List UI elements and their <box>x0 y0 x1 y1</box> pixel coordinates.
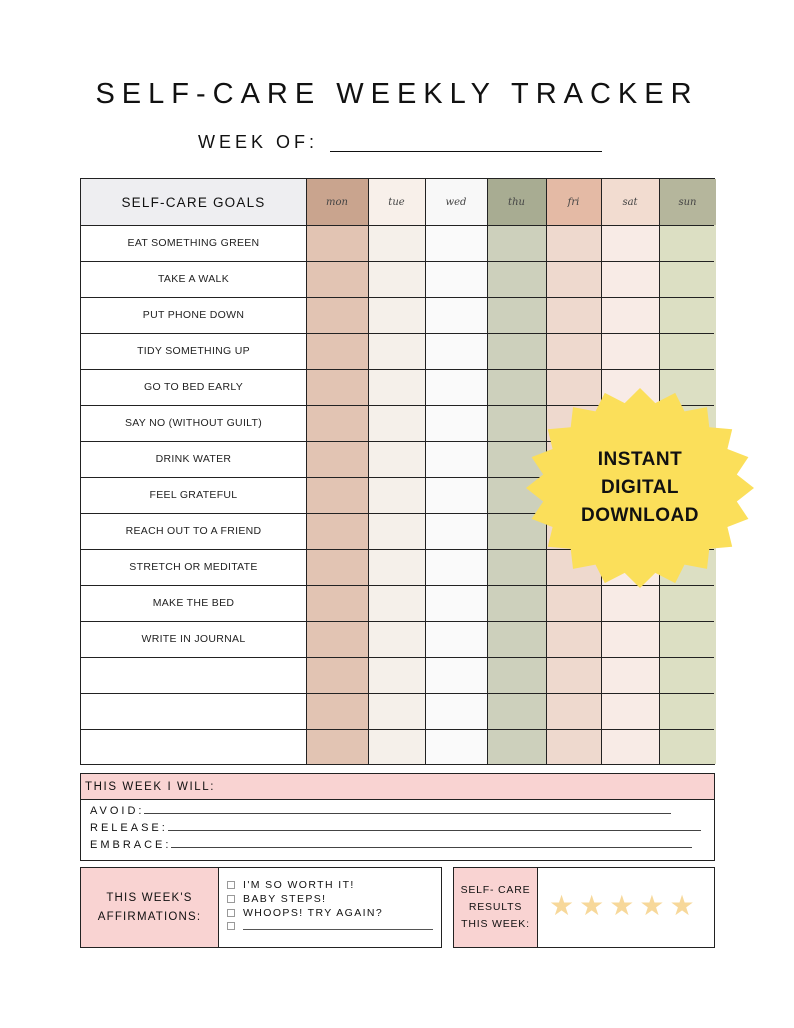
goal-row-label: WRITE IN JOURNAL <box>141 633 246 645</box>
star-rating[interactable] <box>549 892 695 920</box>
day-column-tue[interactable] <box>368 225 425 764</box>
week-will-header: THIS WEEK I WILL: <box>81 774 714 800</box>
checkbox-icon[interactable] <box>227 895 235 903</box>
day-header-sat: sat <box>601 179 659 225</box>
column-divider <box>368 179 369 764</box>
affirmations-label: THIS WEEK'S AFFIRMATIONS: <box>81 868 219 947</box>
day-header-wed: wed <box>425 179 487 225</box>
star-icon[interactable]: ★ <box>669 890 695 921</box>
row-divider <box>81 729 714 730</box>
embrace-line[interactable] <box>90 838 692 851</box>
star-icon[interactable]: ★ <box>639 890 665 921</box>
row-divider <box>81 297 714 298</box>
avoid-label: AVOID: <box>90 805 145 817</box>
goal-row-label: TIDY SOMETHING UP <box>137 345 250 357</box>
goal-row-label: REACH OUT TO A FRIEND <box>125 525 262 537</box>
star-icon[interactable]: ★ <box>549 890 575 921</box>
row-divider <box>81 369 714 370</box>
goal-row-label: SAY NO (WITHOUT GUILT) <box>124 417 263 429</box>
goal-row-label: MAKE THE BED <box>152 597 235 609</box>
goal-row-label: TAKE A WALK <box>158 273 229 285</box>
affirmations-box <box>80 867 442 948</box>
row-divider <box>81 621 714 622</box>
day-header-mon: mon <box>306 179 368 225</box>
goal-row-label: EAT SOMETHING GREEN <box>127 237 260 249</box>
affirmation-item[interactable]: I'M SO WORTH IT! <box>227 879 355 891</box>
day-header-tue: tue <box>368 179 425 225</box>
row-divider <box>81 225 714 226</box>
avoid-line[interactable] <box>90 804 671 817</box>
embrace-label: EMBRACE: <box>90 839 172 851</box>
goal-row-label: GO TO BED EARLY <box>143 381 244 393</box>
day-header-thu: thu <box>487 179 546 225</box>
goal-row-label: DRINK WATER <box>155 453 232 465</box>
goal-row-label <box>81 657 306 693</box>
page-title: SELF-CARE WEEKLY TRACKER <box>95 78 699 110</box>
goal-row-label: PUT PHONE DOWN <box>142 309 245 321</box>
day-header-fri: fri <box>546 179 601 225</box>
checkbox-icon[interactable] <box>227 909 235 917</box>
column-divider <box>487 179 488 764</box>
affirmation-item[interactable]: BABY STEPS! <box>227 893 327 905</box>
star-icon[interactable]: ★ <box>609 890 635 921</box>
row-divider <box>81 261 714 262</box>
week-of-blank[interactable] <box>330 151 602 152</box>
goal-row-label: STRETCH OR MEDITATE <box>129 561 258 573</box>
star-icon[interactable]: ★ <box>579 890 605 921</box>
blank-line[interactable] <box>243 921 433 930</box>
row-divider <box>81 693 714 694</box>
day-column-mon[interactable] <box>306 225 368 764</box>
row-divider <box>81 333 714 334</box>
day-header-sun: sun <box>659 179 716 225</box>
release-label: RELEASE: <box>90 822 168 834</box>
column-divider <box>306 179 307 764</box>
goal-row-label: FEEL GRATEFUL <box>149 489 238 501</box>
goal-row-label <box>81 693 306 729</box>
goal-row-label <box>81 729 306 765</box>
release-line[interactable] <box>90 821 701 834</box>
badge-text: INSTANT DIGITAL DOWNLOAD <box>581 449 699 526</box>
results-label: SELF- CARE RESULTS THIS WEEK: <box>454 868 538 947</box>
checkbox-icon[interactable] <box>227 881 235 889</box>
column-divider <box>425 179 426 764</box>
week-will-box <box>80 773 715 861</box>
goals-header: SELF-CARE GOALS <box>81 179 306 225</box>
affirmation-item[interactable]: WHOOPS! TRY AGAIN? <box>227 907 383 919</box>
checkbox-icon[interactable] <box>227 922 235 930</box>
results-box <box>453 867 715 948</box>
day-column-wed[interactable] <box>425 225 487 764</box>
row-divider <box>81 657 714 658</box>
week-of-label: WEEK OF: <box>198 132 319 152</box>
affirmation-blank-item[interactable] <box>227 921 433 930</box>
